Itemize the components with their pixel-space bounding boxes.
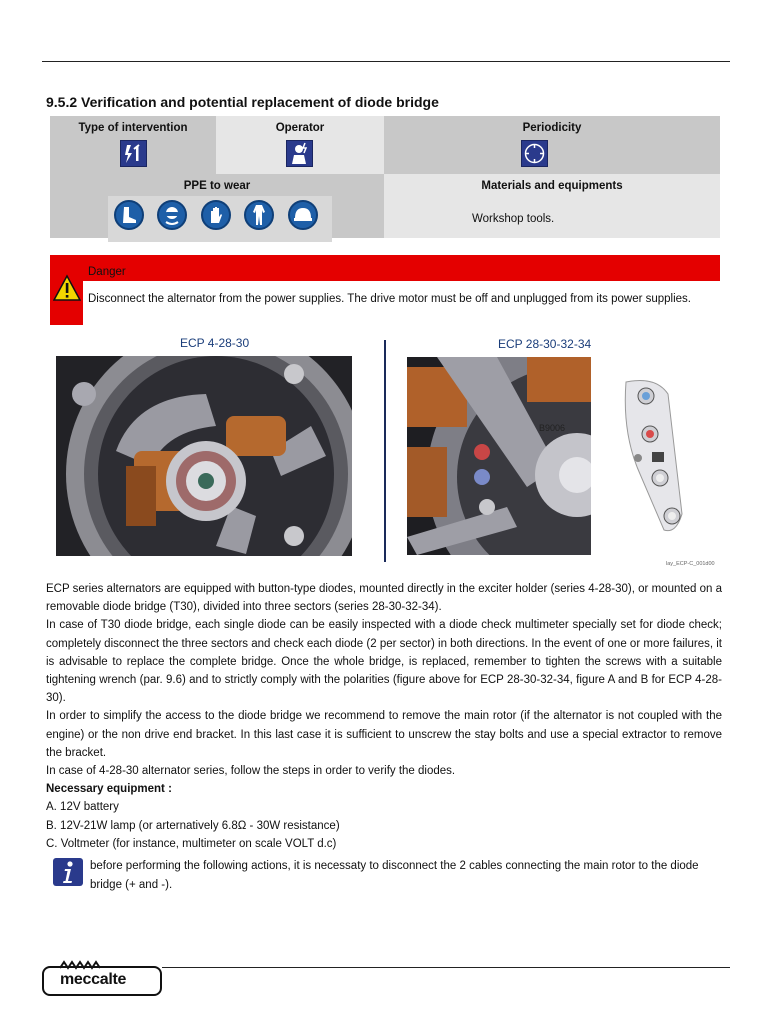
section-title: 9.5.2 Verification and potential replacement of diode bridge	[46, 94, 439, 110]
equipment-heading: Necessary equipment :	[46, 783, 172, 796]
ppe-label: PPE to wear	[183, 180, 251, 192]
periodicity-label: Periodicity	[522, 122, 582, 134]
equipment-item-b: B. 12V-21W lamp (or arternatively 6.8Ω - 30W resistance)	[46, 819, 340, 832]
danger-bar	[50, 255, 720, 281]
header-rule	[42, 61, 730, 62]
safety-boots-icon	[114, 200, 144, 230]
right-alternator-photo	[407, 357, 591, 555]
cell-type-of-intervention	[50, 116, 216, 174]
type-of-intervention-label: Type of intervention	[78, 122, 188, 134]
info-icon	[53, 858, 83, 886]
goggles-icon	[157, 200, 187, 230]
cell-operator	[216, 116, 384, 174]
cell-ppe	[50, 174, 384, 238]
image-code: lay_ECP-C_001d00	[666, 561, 715, 567]
electrician-operator-icon	[286, 140, 313, 167]
gloves-icon	[201, 200, 231, 230]
diode-bridge-sector-photo	[616, 374, 692, 536]
part-marking: B9006	[539, 423, 566, 433]
warning-triangle-icon	[53, 274, 81, 307]
equipment-item-c: C. Voltmeter (for instance, multimeter on scale VOLT d.c)	[46, 837, 337, 850]
electrical-intervention-icon	[120, 140, 147, 167]
figure-divider	[384, 340, 386, 562]
danger-label: Danger	[88, 266, 126, 278]
brand-name: meccalte	[60, 971, 127, 988]
meccalte-logo	[42, 966, 162, 996]
right-figure-caption: ECP 28-30-32-34	[498, 337, 592, 351]
paragraph-3: In order to simplify the access to the diode bridge we recommend to remove the main rotor (if the alternator is not coupled with the engine) or the non drive end bracket. In this last case it is sufficient to unscrew the stay bolts and use a special extractor to remove the bracket.	[46, 710, 722, 759]
cell-materials	[384, 174, 720, 238]
paragraph-4: In case of 4-28-30 alternator series, follow the steps in order to verify the diodes.	[46, 765, 456, 778]
footer-rule	[162, 967, 730, 968]
cell-periodicity	[384, 116, 720, 174]
materials-label: Materials and equipments	[481, 180, 623, 192]
materials-value: Workshop tools.	[472, 213, 555, 225]
operator-label: Operator	[275, 122, 325, 134]
paragraph-1: ECP series alternators are equipped with button-type diodes, mounted directly in the exciter holder (series 4-28-30), or mounted on a removable diode bridge (T30), divided into three sectors (series 28-30-32-34).	[46, 583, 722, 614]
note-text: before performing the following actions, it is necessaty to disconnect the 2 cables connecting the main rotor to the diode bridge (+ and -).	[90, 860, 699, 891]
equipment-item-a: A. 12V battery	[46, 801, 119, 814]
body-text	[46, 580, 722, 853]
overalls-icon	[244, 200, 274, 230]
paragraph-2: In case of T30 diode bridge, each single diode can be easily inspected with a diode check multimeter specially set for diode check; completely disconnect the three sectors and check each diode (2 per sector) in both directions. In the event of one or more failures, it is advisable to replace the complete bridge. Once the whole bridge, is replaced, remember to tighten the screws with a suitable tightening wrench (par. 9.6) and to strictly comply with the polarities (figure above for ECP 28-30-32-34, figure A and B for ECP 4-28-30).	[46, 619, 722, 705]
helmet-icon	[288, 200, 318, 230]
left-alternator-photo	[56, 356, 352, 556]
danger-text: Disconnect the alternator from the power supplies. The drive motor must be off and unplugged from its power supplies.	[88, 293, 692, 305]
periodicity-clock-icon	[521, 140, 548, 167]
left-figure-caption: ECP 4-28-30	[180, 336, 250, 350]
